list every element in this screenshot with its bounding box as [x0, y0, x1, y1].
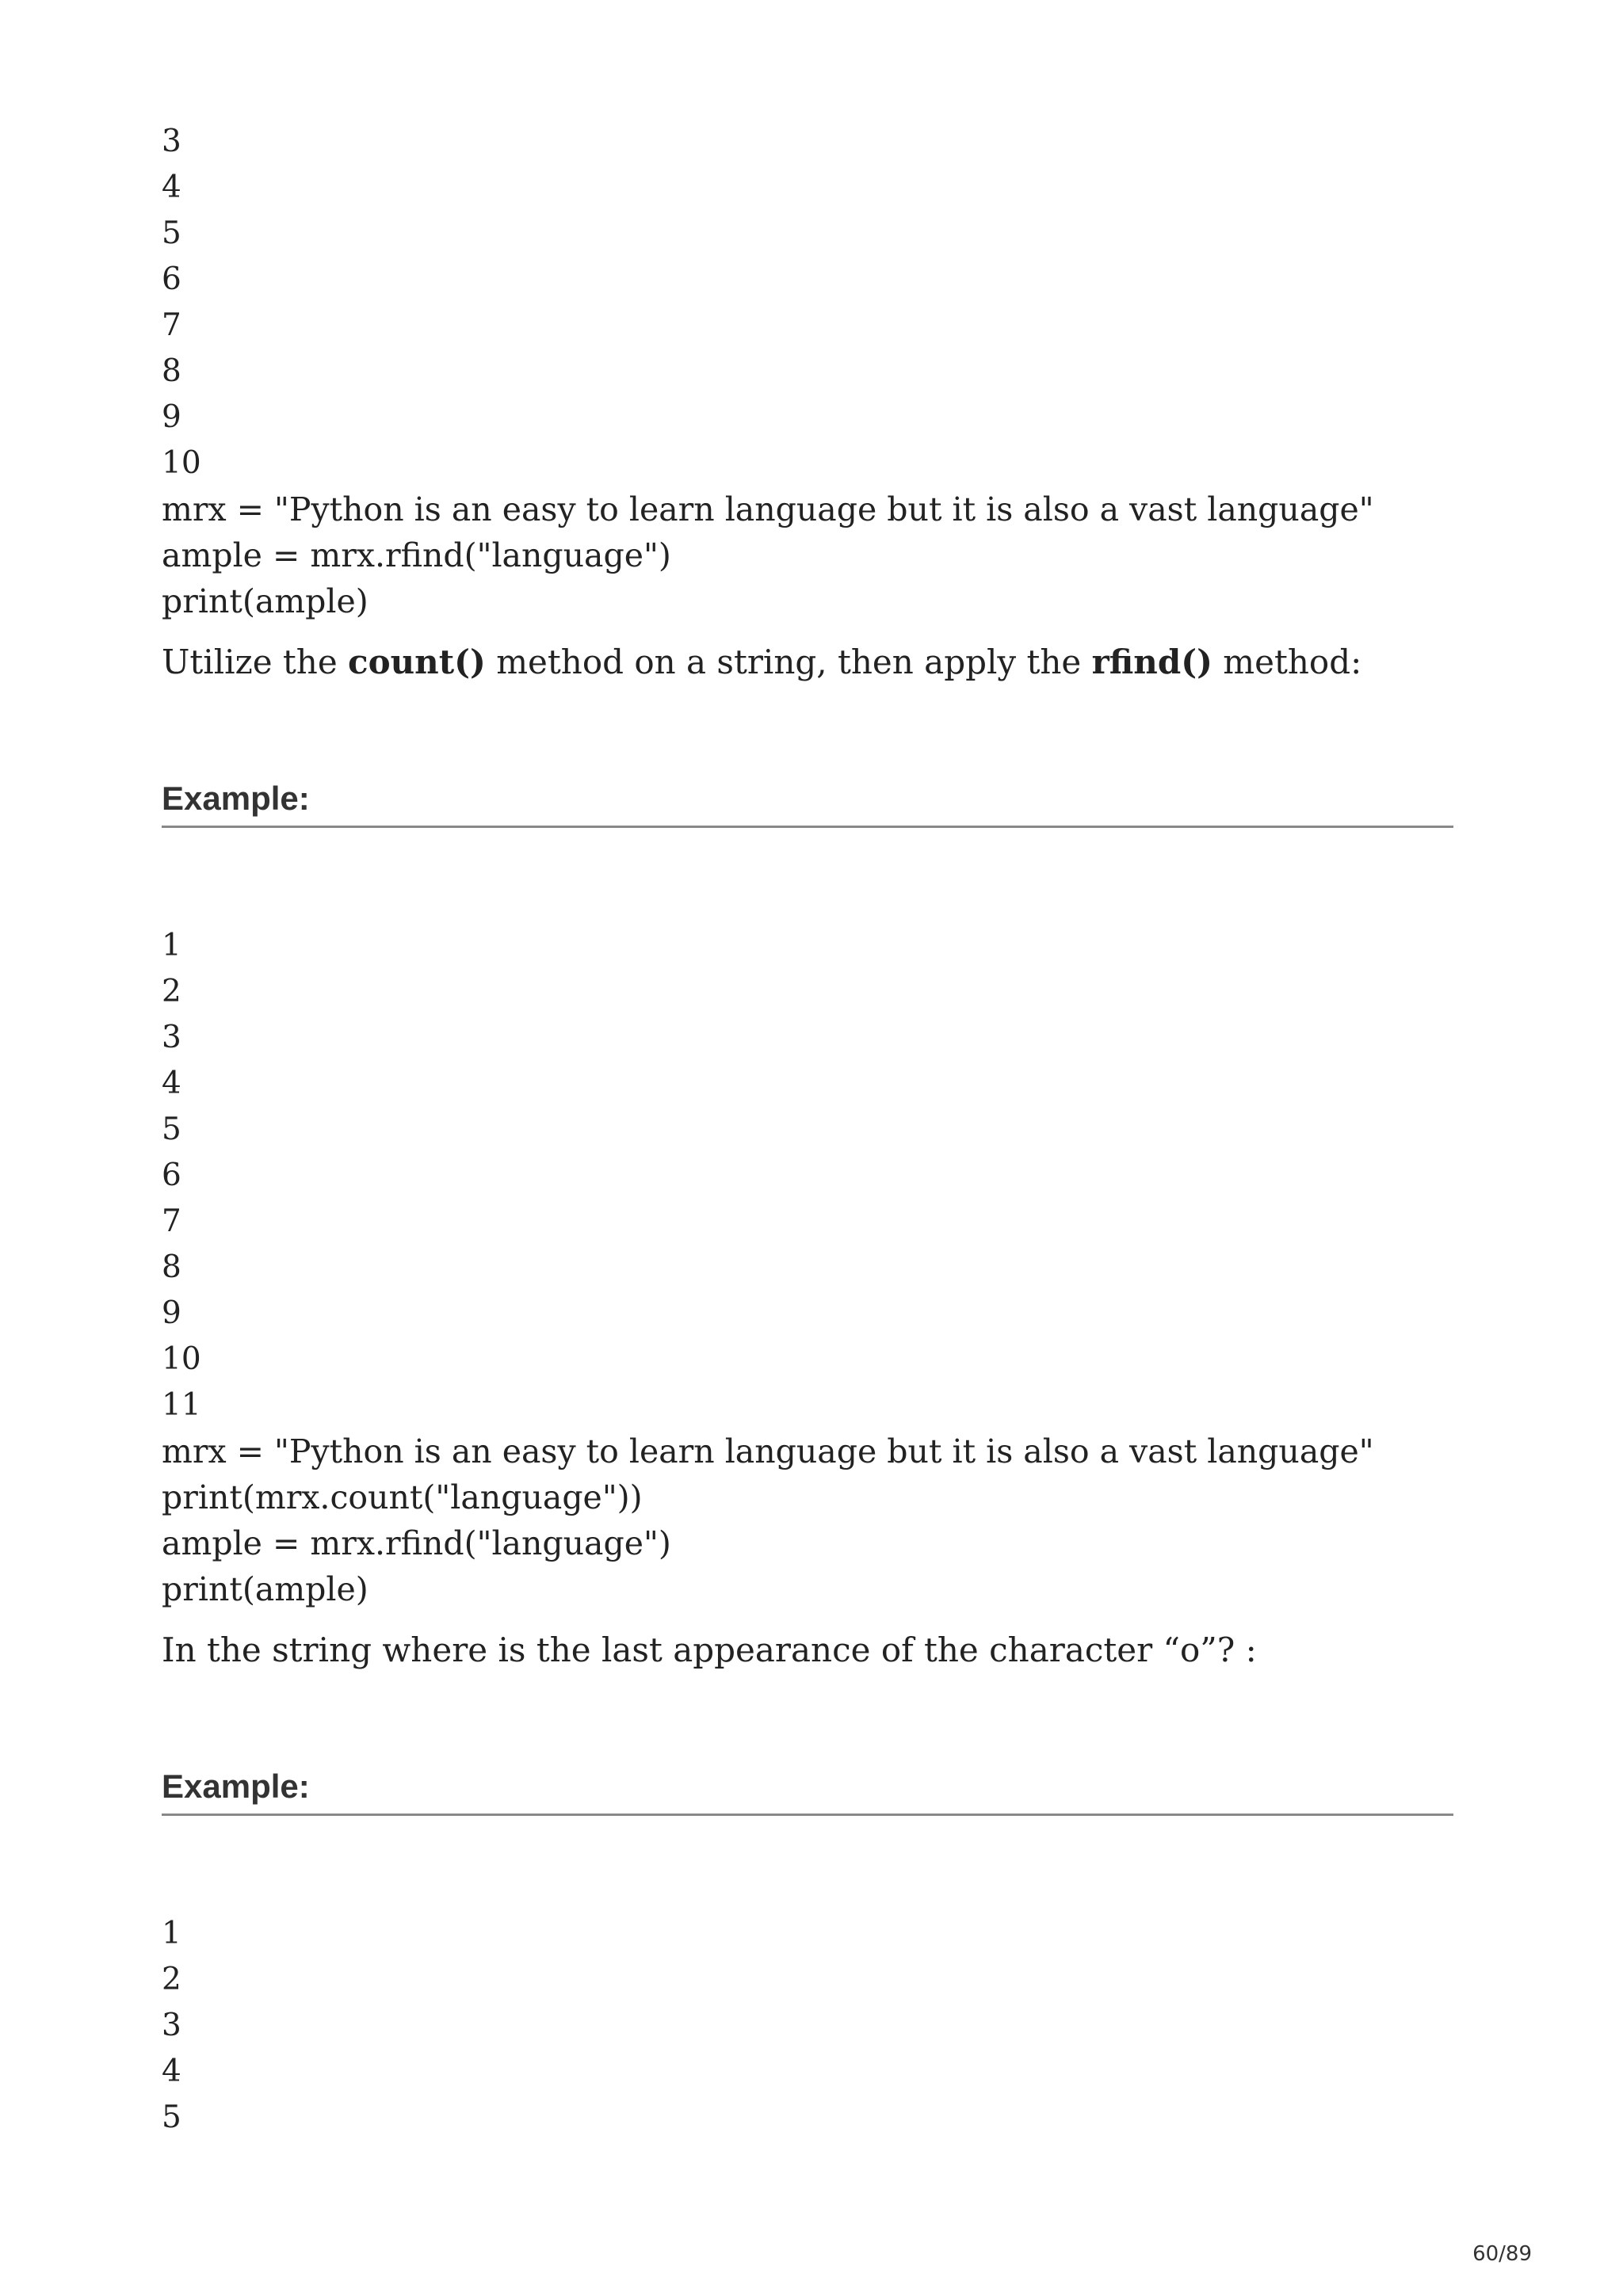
- line-number: 9: [162, 1295, 181, 1331]
- paragraph-count-rfind: [162, 639, 1453, 686]
- code-line: ample = mrx.rfind("language"): [162, 536, 671, 574]
- para-text: Utilize the: [162, 643, 349, 681]
- line-number: 8: [162, 1249, 181, 1285]
- line-number: 5: [162, 1112, 181, 1147]
- line-number: 7: [162, 307, 181, 343]
- line-number: 2: [162, 974, 181, 1009]
- paragraph-last-appearance: In the string where is the last appearance of the character “o”? :: [162, 1630, 1257, 1669]
- line-number: 10: [162, 445, 201, 481]
- code-block-3: [162, 1911, 1453, 2141]
- line-number: 10: [162, 1341, 201, 1377]
- line-number: 3: [162, 124, 181, 159]
- code-line: print(ample): [162, 1570, 369, 1608]
- line-number: 4: [162, 170, 181, 205]
- code-line: mrx = "Python is an easy to learn language but it is also a vast language": [162, 1432, 1374, 1470]
- code-block-2: [162, 923, 1453, 1612]
- para-text: method on a string, then apply the: [485, 643, 1092, 681]
- code-line: print(ample): [162, 582, 369, 620]
- para-bold-rfind: rfind(): [1091, 643, 1212, 681]
- line-number: 9: [162, 399, 181, 435]
- example-heading-1: Example:: [162, 780, 1453, 828]
- line-number: 4: [162, 1066, 181, 1101]
- line-number: 1: [162, 928, 181, 963]
- para-text: method:: [1212, 643, 1362, 681]
- line-number: 3: [162, 2008, 181, 2043]
- code-block-1: [162, 119, 1453, 624]
- page-number: 60/89: [1472, 2242, 1532, 2266]
- document-page: [162, 119, 1453, 2141]
- line-number: 6: [162, 261, 181, 297]
- para-bold-count: count(): [348, 643, 486, 681]
- example-heading-2: Example:: [162, 1768, 1453, 1816]
- line-number: 5: [162, 215, 181, 251]
- line-number: 6: [162, 1158, 181, 1193]
- line-number: 3: [162, 1020, 181, 1055]
- line-number: 5: [162, 2100, 181, 2135]
- code-line: print(mrx.count("language")): [162, 1478, 643, 1516]
- line-number: 4: [162, 2054, 181, 2089]
- line-number: 1: [162, 1916, 181, 1951]
- line-number: 11: [162, 1387, 201, 1423]
- code-line: ample = mrx.rfind("language"): [162, 1524, 671, 1562]
- line-number: 2: [162, 1962, 181, 1997]
- line-number: 8: [162, 353, 181, 389]
- line-number: 7: [162, 1203, 181, 1239]
- code-line: mrx = "Python is an easy to learn language but it is also a vast language": [162, 490, 1374, 528]
